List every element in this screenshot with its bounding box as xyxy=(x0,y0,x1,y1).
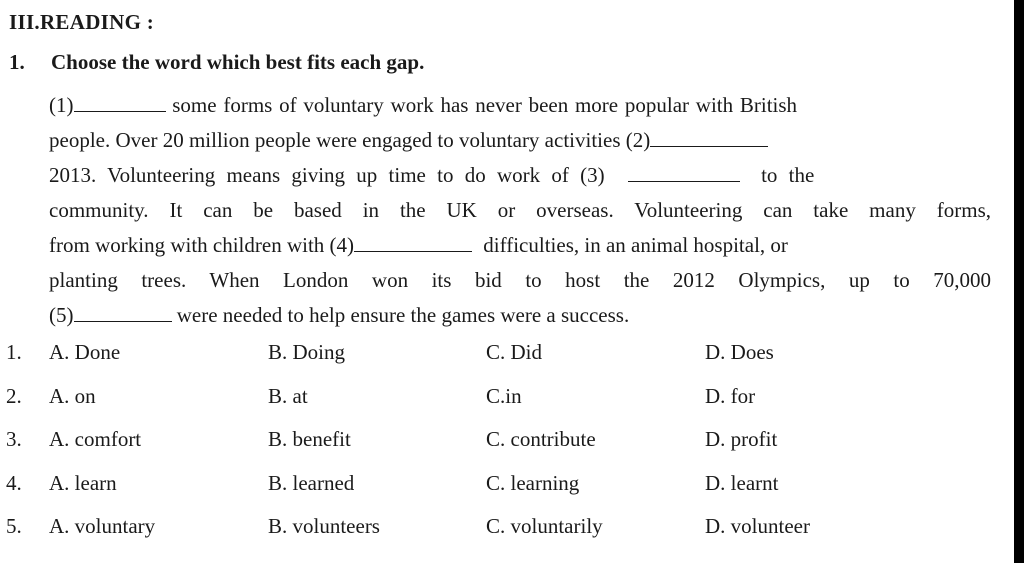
option-c[interactable]: C. voluntarily xyxy=(486,514,603,538)
question-number: 1. xyxy=(9,50,25,74)
option-d[interactable]: D. learnt xyxy=(705,470,779,495)
option-c[interactable]: C. contribute xyxy=(486,427,596,451)
option-row xyxy=(0,384,1000,428)
option-b[interactable]: B. at xyxy=(268,383,308,408)
option-c[interactable]: C. learning xyxy=(486,470,580,495)
passage-text-1: some forms of voluntary work has never been more popular with British xyxy=(165,93,798,117)
section-title: III.READING : xyxy=(9,10,155,34)
question-instruction: Choose the word which best fits each gap. xyxy=(51,50,425,74)
gap-blank-2[interactable] xyxy=(650,126,768,147)
passage-line-1 xyxy=(49,88,991,123)
passage-text-3b: to the xyxy=(749,163,815,187)
passage-text-7: were needed to help ensure the games were a success. xyxy=(171,303,630,327)
option-d[interactable]: D. profit xyxy=(705,427,778,451)
passage-text-6: planting trees. When London won its bid to host the 2012 Olympics, up to 70,000 xyxy=(49,268,991,292)
option-a[interactable]: A. learn xyxy=(49,470,117,495)
passage-text-4: community. It can be based in the UK or overseas. Volunteering can take many forms, xyxy=(49,198,991,222)
option-row xyxy=(0,427,1000,471)
option-row xyxy=(0,340,1000,384)
passage-line-7 xyxy=(49,298,991,333)
gap-blank-3[interactable] xyxy=(628,161,740,182)
option-d[interactable]: D. volunteer xyxy=(705,514,810,538)
option-d[interactable]: D. for xyxy=(705,383,756,408)
option-c[interactable]: C.in xyxy=(486,383,522,408)
option-c[interactable]: C. Did xyxy=(486,340,543,364)
passage-line-5 xyxy=(49,228,991,263)
option-b[interactable]: B. learned xyxy=(268,470,355,495)
option-row xyxy=(0,514,1000,558)
passage-line-3 xyxy=(49,158,991,193)
option-b[interactable]: B. volunteers xyxy=(268,514,380,538)
option-a[interactable]: A. voluntary xyxy=(49,514,156,538)
passage-line-2 xyxy=(49,123,991,158)
passage-line-6 xyxy=(49,263,991,298)
passage-text-3a: 2013. Volunteering means giving up time to do work of (3) xyxy=(49,163,616,187)
option-b[interactable]: B. Doing xyxy=(268,340,346,364)
option-number: 3. xyxy=(6,427,22,451)
option-number: 4. xyxy=(6,470,22,495)
question-heading xyxy=(9,50,424,75)
option-row xyxy=(0,471,1000,515)
gap-blank-5[interactable] xyxy=(74,301,172,322)
reading-passage xyxy=(49,88,991,333)
gap-blank-4[interactable] xyxy=(354,231,472,252)
passage-text-5b: difficulties, in an animal hospital, or xyxy=(478,233,788,257)
passage-text-5a: from working with children with (4) xyxy=(49,233,355,257)
gap-label-1: (1) xyxy=(49,93,74,117)
passage-line-4 xyxy=(49,193,991,228)
option-b[interactable]: B. benefit xyxy=(268,427,351,451)
screen-edge xyxy=(1014,0,1024,563)
passage-text-2: people. Over 20 million people were engaged to voluntary activities xyxy=(49,128,621,152)
gap-label-5: (5) xyxy=(49,303,74,327)
gap-blank-1[interactable] xyxy=(74,91,166,112)
gap-label-2: (2) xyxy=(625,128,651,152)
answer-options xyxy=(0,340,1000,558)
option-a[interactable]: A. on xyxy=(49,383,96,408)
option-a[interactable]: A. Done xyxy=(49,340,121,364)
option-d[interactable]: D. Does xyxy=(705,340,774,364)
option-a[interactable]: A. comfort xyxy=(49,427,142,451)
option-number: 5. xyxy=(6,514,22,538)
option-number: 1. xyxy=(6,340,22,364)
option-number: 2. xyxy=(6,383,22,408)
